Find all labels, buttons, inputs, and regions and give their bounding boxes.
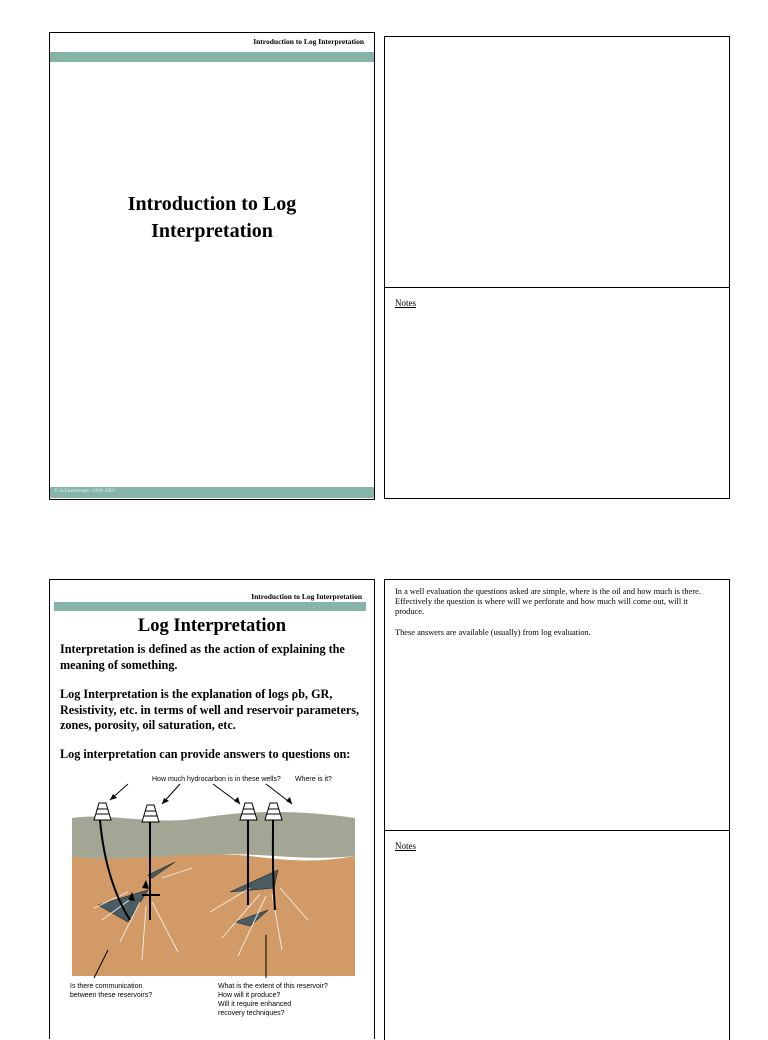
notes-1-area: [384, 287, 730, 499]
notes-2-area: [384, 830, 730, 1040]
notes-1-slide-area: [384, 36, 730, 288]
notes-2-label: Notes: [395, 841, 416, 851]
ground-lower-layer: [72, 854, 355, 976]
notes-2-text-1: In a well evaluation the questions asked are simple, where is the oil and how much is there. Effectively the question is where will we perforate and how much will come out, will it produce.: [395, 587, 701, 617]
question-top-1: How much hydrocarbon is in these wells?: [152, 776, 281, 783]
slide-1-footer-band: [50, 487, 374, 498]
question-bottom-left-2: between these reservoirs?: [70, 992, 153, 999]
notes-1-label: Notes: [395, 298, 416, 308]
slide-1-header: Introduction to Log Interpretation: [253, 37, 364, 46]
question-bottom-left-1: Is there communication: [70, 983, 143, 990]
slide-2-header-band: [54, 602, 366, 611]
reservoir-diagram: [50, 770, 375, 1030]
slide-2-header: Introduction to Log Interpretation: [251, 592, 362, 601]
slide-1: [49, 32, 375, 500]
question-bottom-right-1: What is the extent of this reservoir?: [218, 983, 328, 990]
question-top-2: Where is it?: [295, 776, 332, 783]
notes-2-text-2: These answers are available (usually) from log evaluation.: [395, 628, 591, 637]
question-bottom-right-4: recovery techniques?: [218, 1010, 285, 1017]
top-arrows: [110, 784, 292, 804]
ground-upper-layer: [72, 812, 355, 861]
slide-2-paragraph-3: Log interpretation can provide answers to questions on:: [60, 747, 351, 761]
slide-1-title-line-2: Interpretation: [151, 220, 273, 242]
slide-2-paragraph-1: Interpretation is defined as the action of explaining the meaning of something.: [60, 642, 345, 672]
notes-2-slide-area: [384, 579, 730, 831]
slide-2-paragraph-2: Log Interpretation is the explanation of logs ρb, GR, Resistivity, etc. in terms of well and reservoir parameters, zones, porosity, oil saturation, etc.: [60, 687, 360, 732]
slide-1-title: [50, 191, 374, 245]
question-bottom-right-3: Will it require enhanced: [218, 1001, 292, 1008]
slide-2-title: Log Interpretation: [137, 616, 287, 636]
slide-2: [49, 579, 375, 1039]
question-bottom-right-2: How will it produce?: [218, 992, 281, 999]
slide-1-footer: © Schlumberger 1999-2001: [54, 488, 116, 494]
slide-1-header-band: [50, 52, 374, 62]
slide-1-title-line-1: Introduction to Log: [127, 193, 297, 215]
